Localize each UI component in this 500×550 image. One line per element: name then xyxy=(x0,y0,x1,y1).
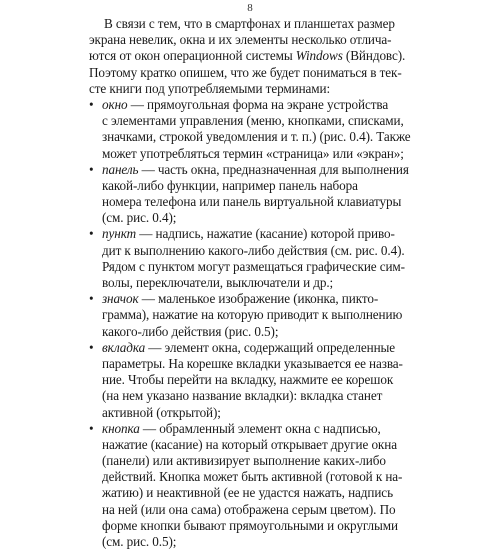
term-name: панель xyxy=(102,161,139,177)
term-line: какого-либо действия (рис. 0.5); xyxy=(102,323,279,339)
bullet-icon: • xyxy=(89,96,94,112)
term-line: действий. Кнопка может быть активной (готовой к на- xyxy=(102,469,403,485)
term-line: номера телефона или панель виртуальной клавиатуры xyxy=(102,194,402,210)
term-line: какой-либо функции, например панель набора xyxy=(102,177,358,193)
term-line: нажатие (касание) на который открывает другие окна xyxy=(102,436,397,452)
term-line: параметры. На корешке вкладки указывается ее назва- xyxy=(102,355,403,371)
term-definition: — прямоугольная форма на экране устройства xyxy=(127,96,389,112)
term-line: активной (открытой); xyxy=(102,404,221,420)
term-item xyxy=(89,340,407,356)
term-line: жатию) и неактивной (ее не удастся нажать, надпись xyxy=(102,485,393,501)
term-line: форме кнопки бывают прямоугольными и округлыми xyxy=(102,517,398,533)
term-item xyxy=(89,162,407,178)
term-line: дит к выполнению какого-либо действия (см. рис. 0.4). xyxy=(102,242,405,258)
term-name: вкладка xyxy=(102,339,146,355)
bullet-icon: • xyxy=(89,291,94,307)
bullet-icon: • xyxy=(89,420,94,436)
intro-line xyxy=(89,48,407,64)
term-definition: — надпись, нажатие (касание) которой приво- xyxy=(136,226,395,242)
intro-text: (Вйндовс). xyxy=(342,48,406,64)
term-item xyxy=(89,97,407,113)
bullet-icon: • xyxy=(89,339,94,355)
intro-line: сте книги под употребляемыми терминами: xyxy=(89,80,331,96)
term-name: кнопка xyxy=(102,420,140,436)
bullet-icon: • xyxy=(89,226,94,242)
term-item xyxy=(89,226,407,242)
term-line: значками, строкой уведомления и т. п.) (рис. 0.4). Также xyxy=(102,129,411,145)
intro-line: Поэтому кратко опишем, что же будет пониматься в тек- xyxy=(89,64,402,80)
term-line: (на нем указано название вкладки): вкладка станет xyxy=(102,388,383,404)
term-name: пункт xyxy=(102,226,137,242)
intro-line: экрана невелик, окна и их элементы несколько отлича- xyxy=(89,32,392,48)
term-line: волы, переключатели, выключатели и др.; xyxy=(102,275,334,290)
term-line: Рядом с пунктом могут размещаться графические сим- xyxy=(102,258,405,274)
os-name: Windows xyxy=(295,48,343,64)
term-name: значок xyxy=(102,291,139,307)
bullet-icon: • xyxy=(89,161,94,177)
term-name: окно xyxy=(102,96,128,112)
term-item xyxy=(89,291,407,307)
term-definition: — элемент окна, содержащий определенные xyxy=(145,339,396,355)
term-definition: — обрамленный элемент окна с надписью, xyxy=(139,420,381,436)
term-line: грамма), нажатие на которую приводит к выполнению xyxy=(102,307,403,323)
term-line: может употребляться термин «страница» или «экран»; xyxy=(102,145,404,161)
term-line: (панели) или активизирует выполнение каких-либо xyxy=(102,453,386,469)
page-number: 8 xyxy=(247,2,253,14)
body-text xyxy=(89,16,411,550)
intro-line: В связи с тем, что в смартфонах и планшетах размер xyxy=(104,16,395,31)
term-line: с элементами управления (меню, кнопками, списками, xyxy=(102,113,404,129)
term-definition: — часть окна, предназначенная для выполнения xyxy=(138,161,409,177)
term-line: на ней (или она сама) отображена серым цветом). По xyxy=(102,501,396,517)
term-line: (см. рис. 0.4); xyxy=(102,210,177,226)
term-line: (см. рис. 0.5); xyxy=(102,534,177,549)
term-item xyxy=(89,421,407,437)
term-definition: — маленькое изображение (иконка, пикто- xyxy=(138,291,379,307)
intro-text: ются от окон операционной системы xyxy=(89,48,296,64)
term-line: ние. Чтобы перейти на вкладку, нажмите ее корешок xyxy=(102,372,394,388)
